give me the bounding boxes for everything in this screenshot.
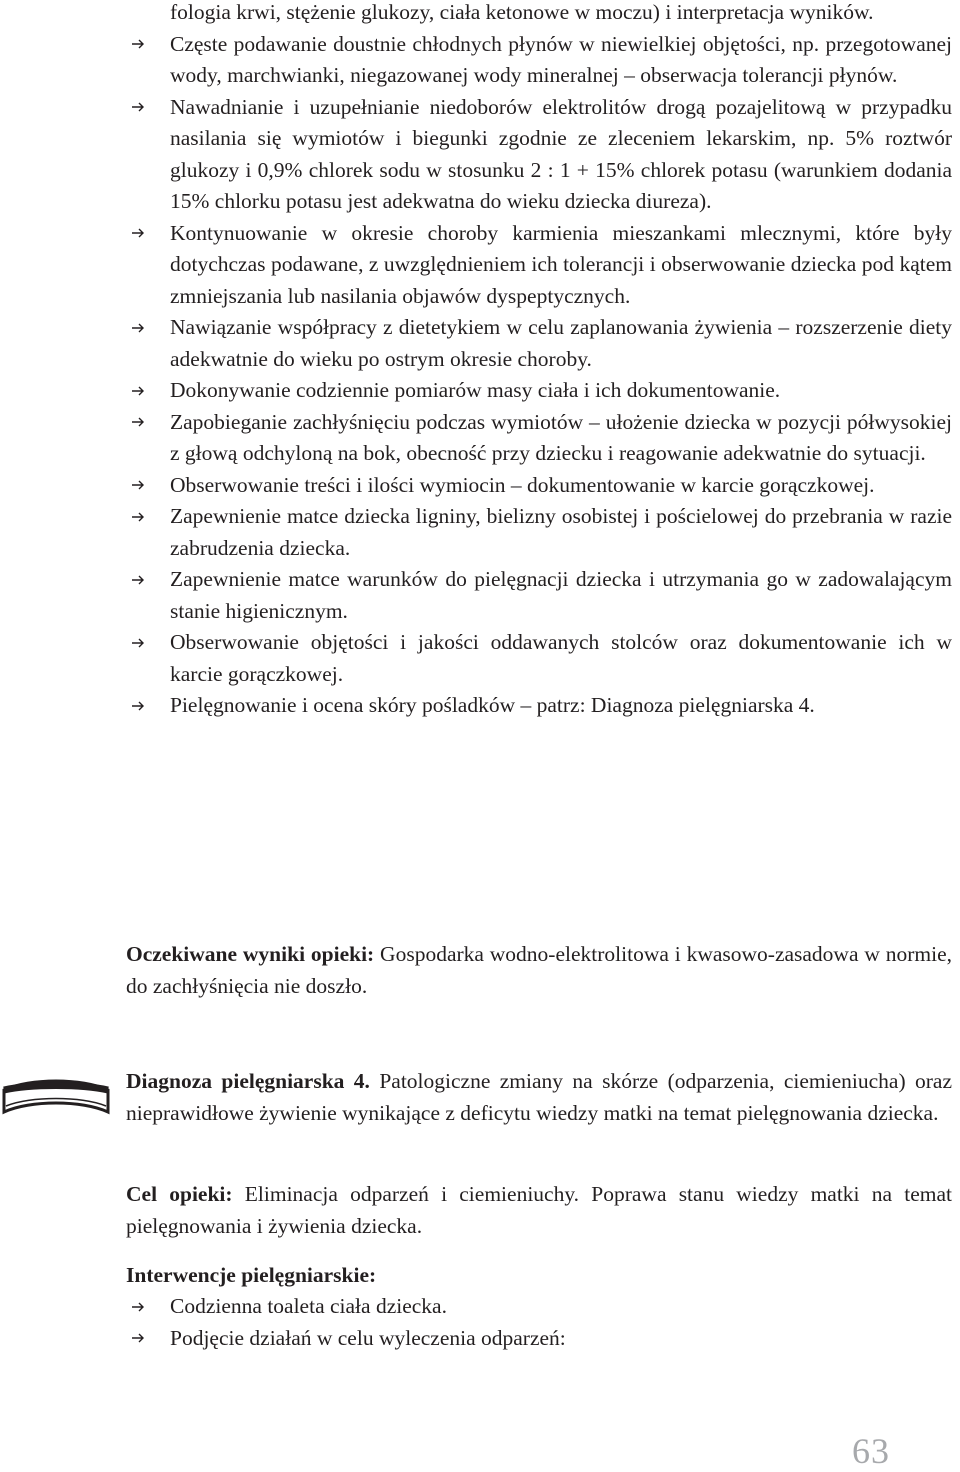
list-item: Częste podawanie doustnie chłodnych płynów w niewielkiej objętości, np. przegotowanej wody, marchwianki, niegazowanej wody mineralnej – obserwacja tolerancji płynów. [130, 29, 952, 92]
arrow-bullet-icon [130, 501, 146, 533]
list-item-continuation: fologia krwi, stężenie glukozy, ciała ketonowe w moczu) i interpretacja wyników. [170, 0, 874, 24]
arrow-bullet-icon [130, 92, 146, 124]
list-item: Obserwowanie treści i ilości wymiocin – dokumentowanie w karcie gorączkowej. [130, 470, 952, 502]
care-goal-paragraph [126, 1179, 952, 1242]
arrow-bullet-icon [130, 1291, 146, 1323]
list-item: Codzienna toaleta ciała dziecka. [130, 1291, 952, 1323]
arrow-bullet-icon [130, 218, 146, 250]
expected-outcome-text: Gospodarka wodno-elektrolitowa i kwasowo-zasadowa w normie, do zachłyśnięcia nie doszło. [126, 942, 952, 998]
section-band-icon [0, 1066, 112, 1136]
list-item: Pielęgnowanie i ocena skóry pośladków – patrz: Diagnoza pielęgniarska 4. [130, 690, 952, 722]
diagnosis-paragraph [126, 1066, 952, 1129]
arrow-bullet-icon [130, 29, 146, 61]
list-item: Zapobieganie zachłyśnięciu podczas wymiotów – ułożenie dziecka w pozycji półwysokiej z głową odchyloną na bok, obecność przy dziecku i reagowanie adekwatnie do sytuacji. [130, 407, 952, 470]
arrow-bullet-icon [130, 312, 146, 344]
diagnosis-label: Diagnoza pielęgniarska 4. [126, 1069, 370, 1093]
expected-outcome-paragraph [126, 939, 952, 1002]
arrow-bullet-icon [130, 627, 146, 659]
page-number: 63 [852, 1431, 890, 1471]
list-item: Dokonywanie codziennie pomiarów masy ciała i ich dokumentowanie. [130, 375, 952, 407]
list-item: Nawiązanie współpracy z dietetykiem w celu zaplanowania żywienia – rozszerzenie diety adekwatnie do wieku po ostrym okresie choroby. [130, 312, 952, 375]
arrow-bullet-icon [130, 470, 146, 502]
interventions-list-continued [130, 0, 952, 722]
care-goal-label: Cel opieki: [126, 1182, 233, 1206]
arrow-bullet-icon [130, 690, 146, 722]
list-item: Nawadnianie i uzupełnianie niedoborów elektrolitów drogą pozajelitową w przypadku nasilania się wymiotów i biegunki zgodnie ze zleceniem lekarskim, np. 5% roztwór glukozy i 0,9% chlorek sodu w stosunku 2 : 1 + 15% chlorek potasu (warunkiem dodania 15% chlorku potasu jest adekwatna do wieku dziecka diureza). [130, 92, 952, 218]
arrow-bullet-icon [130, 1323, 146, 1355]
interventions-heading: Interwencje pielęgniarskie: [126, 1263, 377, 1287]
care-goal-text: Eliminacja odparzeń i ciemieniuchy. Poprawa stanu wiedzy matki na temat pielęgnowania i żywienia dziecka. [126, 1182, 952, 1238]
list-item: Podjęcie działań w celu wyleczenia odparzeń: [130, 1323, 952, 1355]
expected-outcome-label: Oczekiwane wyniki opieki: [126, 942, 375, 966]
arrow-bullet-icon [130, 407, 146, 439]
interventions-list [130, 1291, 952, 1354]
list-item: Zapewnienie matce dziecka ligniny, bielizny osobistej i pościelowej do przebrania w razie zabrudzenia dziecka. [130, 501, 952, 564]
diagnosis-text: Patologiczne zmiany na skórze (odparzenia, ciemieniucha) oraz nieprawidłowe żywienie wynikające z deficytu wiedzy matki na temat pielęgnowania dziecka. [126, 1069, 952, 1125]
arrow-bullet-icon [130, 375, 146, 407]
list-item: Obserwowanie objętości i jakości oddawanych stolców oraz dokumentowanie ich w karcie gorączkowej. [130, 627, 952, 690]
list-item: Zapewnienie matce warunków do pielęgnacji dziecka i utrzymania go w zadowalającym stanie higienicznym. [130, 564, 952, 627]
list-item: Kontynuowanie w okresie choroby karmienia mieszankami mlecznymi, które były dotychczas podawane, z uwzględnieniem ich tolerancji i obserwowanie dziecka pod kątem zmniejszania lub nasilania objawów dyspeptycznych. [130, 218, 952, 313]
arrow-bullet-icon [130, 564, 146, 596]
